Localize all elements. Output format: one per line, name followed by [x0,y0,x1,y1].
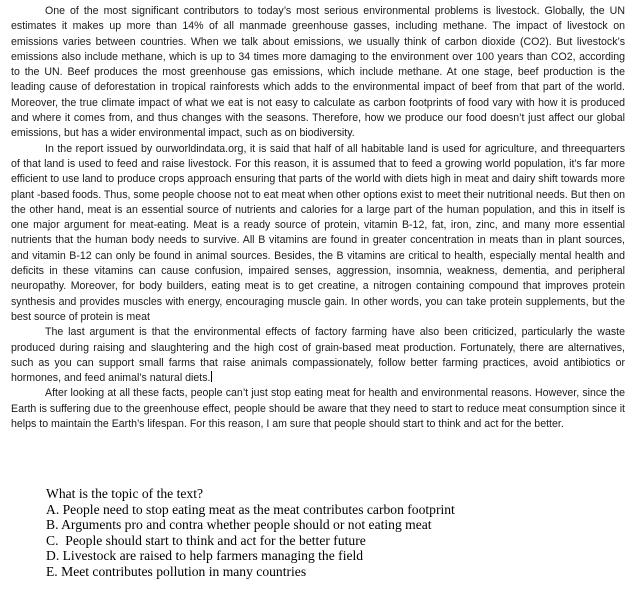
option-a [46,502,606,518]
question-block [46,486,606,580]
option-a-text: People need to stop eating meat as the meat contributes carbon footprint [59,501,455,517]
paragraph-2: In the report issued by ourworldindata.org, it is said that half of all habitable land is used for agriculture, and threequarters of that land is used to feed and raise livestock. For this reason, it is assumed that to feed a growing world population, it’s far more efficient to use land to produce crops approach ensuring that parts of the world with diets high in meat and dairy shift towards more plant -based foods. Thus, some people choose not to eat meat when other options exist to meet their nutritional needs. But then on the other hand, meat is an essential source of nutrients and calories for a large part of the human population, and this in itself is one major argument for meat-eating. Meat is a ready source of protein, vitamin B-12, fat, iron, zinc, and many more essential nutrients that the human body needs to survive. All B vitamins are found in greater concentration in meats than in plant sources, and vitamin B-12 can only be found in animal sources. Besides, the B vitamins are critical to health, especially mental health and deficits in these vitamins can cause confusion, impaired senses, aggression, insomnia, weakness, dementia, and peripheral neuropathy. Moreover, for body builders, eating meat is to get creatine, a nitrogen containing compound that improves protein synthesis and provides muscles with energy, encouraging muscle gain. In other words, you can take protein supplements, but the best source of protein is meat [11,142,625,323]
option-e-text: Meet contributes pollution in many countries [57,563,307,579]
option-b-text: Arguments pro and contra whether people should or not eating meat [58,517,432,533]
option-d [46,548,606,564]
option-b [46,517,606,533]
option-e [46,564,606,580]
option-d-letter: D. [46,548,60,564]
question-stem: What is the topic of the text? [46,486,204,501]
option-e-letter: E. [46,563,58,579]
option-a-letter: A. [46,501,60,517]
paragraph-3-text: The last argument is that the environmental effects of factory farming have also been criticized, particularly the waste produced during raising and slaughtering and the high cost of grain-based meat production. Fortunately, there are alternatives, such as you can support small farms that raise animals compassionately, follow better farming practices, avoid antibiotics or hormones, and feed animal’s natural diets. [11,326,625,385]
paragraph-4: After looking at all these facts, people can’t just stop eating meat for health and environmental reasons. However, since the Earth is suffering due to the greenhouse effect, people should be aware that they need to start to reduce meat consumption since it helps to maintain the Earth’s lifespan. For this reason, I am sure that people should start to think and act for the better. [11,387,625,431]
text-cursor [211,371,212,382]
option-c-letter: C. [46,532,59,548]
answer-options [46,502,606,580]
reading-passage [11,4,625,432]
paragraph-1: One of the most significant contributors to today’s most serious environmental problems is livestock. Globally, the UN estimates it makes up more than 14% of all manmade greenhouse gasses, including methane. The impact of livestock on emissions varies between countries. When we talk about emissions, we usually think of carbon dioxide (CO2). But livestock’s emissions also include methane, which is up to 34 times more damaging to the environment over 100 years than CO2, according to the UN. Beef produces the most greenhouse gas emissions, which include methane. At one stage, beef production is the leading cause of deforestation in tropical rainforests which adds to the environmental impact of beef from that part of the world. Moreover, the true climate impact of what we eat is not easy to calculate as carbon footprints of food vary with how it is produced and where it comes from, and thus changes with the seasons. Therefore, how we produce our food doesn’t just affect our global emissions, but has a wider environmental impact, such as on biodiversity. [11,5,625,140]
option-b-letter: B. [46,517,59,533]
option-c [46,533,606,549]
option-d-text: Livestock are raised to help farmers managing the field [59,548,364,564]
paragraph-3 [11,325,625,386]
option-c-text: People should start to think and act for the better future [58,532,366,548]
